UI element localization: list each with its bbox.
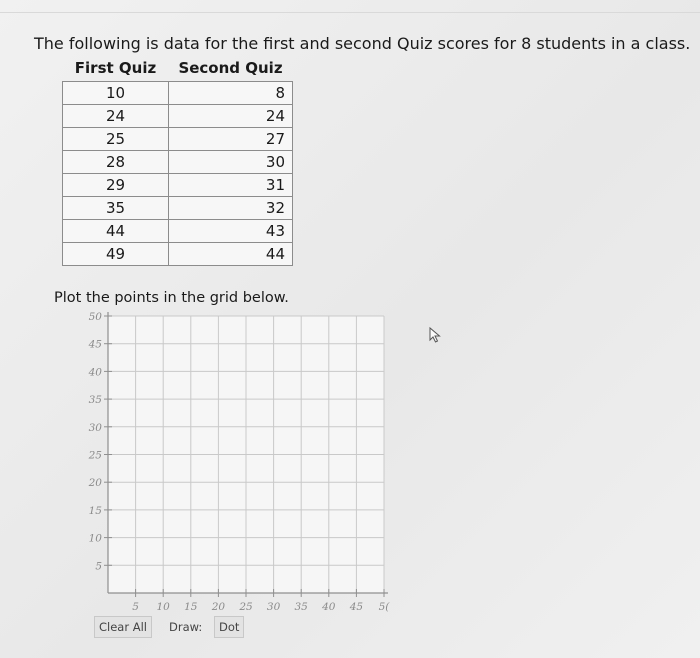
cell-second-quiz: 27: [169, 128, 293, 151]
y-tick-label: 35: [88, 394, 102, 407]
x-tick-label: 35: [294, 601, 308, 613]
y-tick-label: 5: [95, 560, 102, 573]
x-tick-label: 10: [156, 601, 170, 613]
cell-first-quiz: 29: [63, 174, 169, 197]
x-tick-label: 5: [132, 601, 139, 613]
x-tick-label: 30: [266, 601, 281, 613]
cell-first-quiz: 49: [63, 243, 169, 266]
y-tick-label: 50: [88, 311, 102, 323]
cell-first-quiz: 10: [63, 82, 169, 105]
draw-label: Draw:: [169, 620, 203, 634]
clear-all-button[interactable]: Clear All: [94, 616, 152, 638]
cell-second-quiz: 24: [169, 105, 293, 128]
x-tick-label: 25: [239, 601, 253, 613]
y-tick-label: 25: [88, 449, 102, 462]
y-tick-label: 45: [88, 338, 102, 351]
cell-second-quiz: 8: [169, 82, 293, 105]
header-second-quiz: Second Quiz: [178, 59, 283, 77]
x-tick-label: 5(: [378, 601, 390, 613]
y-tick-label: 40: [88, 366, 102, 379]
question-prompt: The following is data for the first and second Quiz scores for 8 students in a class.: [34, 34, 691, 53]
plot-instruction: Plot the points in the grid below.: [54, 290, 289, 306]
dot-tool-button[interactable]: Dot: [214, 616, 244, 638]
cell-second-quiz: 43: [169, 220, 293, 243]
cell-second-quiz: 31: [169, 174, 293, 197]
y-tick-label: 10: [88, 532, 102, 545]
cell-first-quiz: 35: [63, 197, 169, 220]
x-tick-label: 45: [349, 601, 364, 613]
cell-first-quiz: 28: [63, 151, 169, 174]
y-tick-label: 20: [88, 477, 102, 490]
x-tick-label: 15: [184, 601, 198, 613]
header-first-quiz: First Quiz: [74, 59, 157, 77]
cell-second-quiz: 44: [169, 243, 293, 266]
y-tick-label: 30: [88, 421, 102, 434]
y-tick-label: 15: [88, 504, 102, 517]
mouse-cursor-icon: [428, 326, 442, 344]
x-tick-label: 40: [322, 601, 336, 613]
cell-second-quiz: 30: [169, 151, 293, 174]
x-tick-label: 20: [211, 601, 226, 613]
cell-first-quiz: 44: [63, 220, 169, 243]
cell-first-quiz: 24: [63, 105, 169, 128]
cell-first-quiz: 25: [63, 128, 169, 151]
cell-second-quiz: 32: [169, 197, 293, 220]
